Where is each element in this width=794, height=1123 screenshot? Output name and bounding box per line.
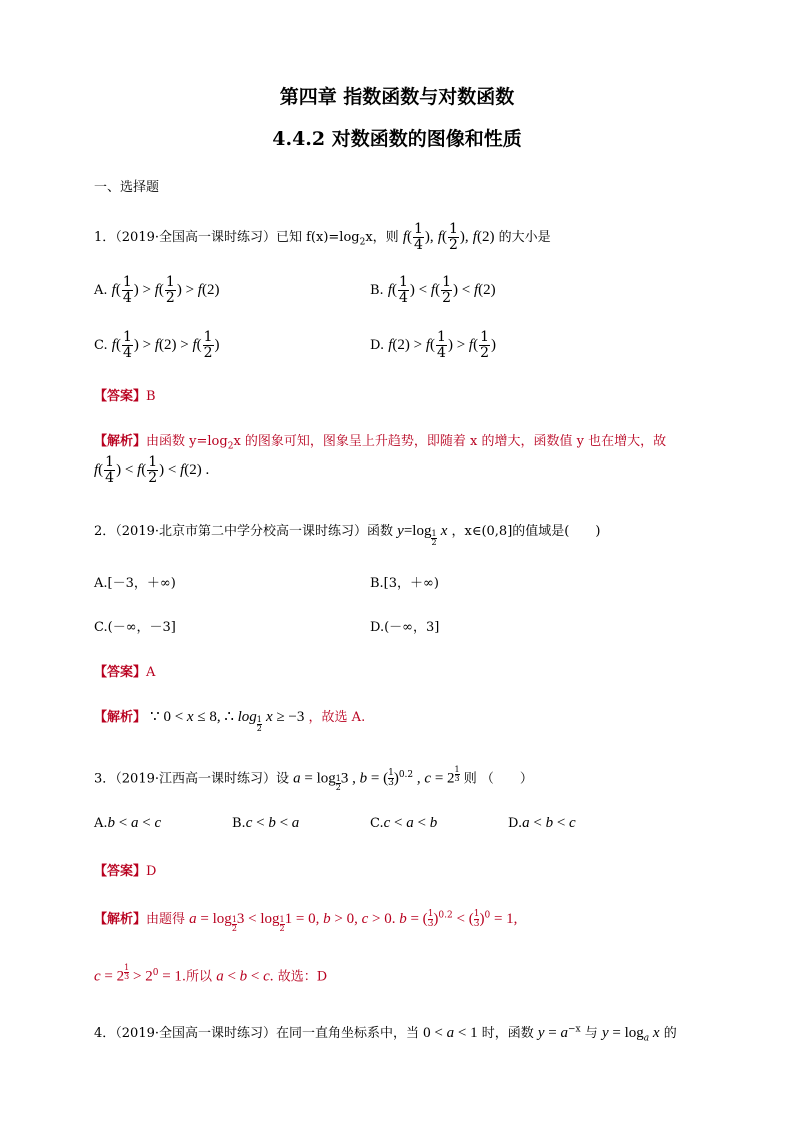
- q2-option-a: A.[－3，＋∞): [94, 576, 176, 591]
- q3-analysis-line2: c = 2 $^{\frac{1}{3}} > 2^0 = 1$.所以 a < b < c. 故选：D: [94, 963, 328, 985]
- q1-option-b: B. f( $\frac{1}{4}$ ) < f( $\frac{1}{2}$ ) < f(2): [370, 274, 496, 306]
- q1-option-a: A. f( $\frac{1}{4}$ ) > f( $\frac{1}{2}$ ) > f(2): [94, 274, 220, 306]
- q3-option-b: B.c < b < a: [232, 815, 300, 831]
- q1-option-d: D. f(2) > f( $\frac{1}{4}$ ) > f( $\frac{1}{2}$ ): [370, 329, 497, 361]
- chapter-title: 第四章 指数函数与对数函数: [279, 86, 515, 108]
- q3-stem: 3．（2019·江西高一课时练习）设 a = log $_{\frac{1}{2}}$3 , b = ( $\frac{1}{3})^{0.2}$ , c = 2 $^{\frac{1}{3}}$ 则 （ ）: [94, 765, 533, 792]
- q1-stem: 1．（2019·全国高一课时练习）已知 $f(x)=\log_2x$，则 f( $\frac{1}{4}$ ), f( $\frac{1}{2}$ ), f(2) 的大小是: [94, 221, 551, 253]
- q2-answer: 【答案】A: [94, 665, 156, 680]
- q3-option-c: C.c < a < b: [370, 815, 438, 831]
- q2-analysis: 【解析】 ∵ 0 < x ≤ 8, ∴ log $\frac{1}{2}$ x ≥ −3 ，故选 A.: [94, 709, 366, 733]
- q1-option-c: C. f( $\frac{1}{4}$ ) > f(2) > f( $\frac{1}{2}$ ): [94, 329, 220, 361]
- q2-option-d: D.(－∞，3]: [370, 620, 440, 635]
- q2-stem: 2．（2019·北京市第二中学分校高一课时练习）函数 y=log $\frac{1}{2}$ x ，x∈(0,8]的值域是( ): [94, 523, 601, 547]
- q3-option-d: D.a < b < c: [508, 815, 576, 831]
- q2-option-b: B.[3，＋∞): [370, 576, 439, 591]
- section-label: 一、选择题: [94, 180, 160, 195]
- q2-option-c: C.(－∞，－3]: [94, 620, 176, 635]
- q4-stem: 4．（2019·全国高一课时练习）在同一直角坐标系中，当 0 < a < 1 时，函数 $y = a^{-x}$ 与 $y = \log_a x$ 的: [94, 1024, 677, 1044]
- section-title: 4.4.2 对数函数的图像和性质: [272, 128, 522, 150]
- q1-analysis-formula: f( $\frac{1}{4}$ ) < f( $\frac{1}{2}$ ) < f(2) .: [94, 454, 210, 486]
- q1-analysis: 【解析】由函数 $y=\log_2x$ 的图象可知，图象呈上升趋势，即随着 x 的增大，函数值 y 也在增大，故: [94, 434, 667, 452]
- q3-answer: 【答案】D: [94, 864, 157, 879]
- q3-analysis: 【解析】由题得 a = log $_{\frac{1}{2}}$3 < log $_{\frac{1}{2}}$1 = 0, b > 0, c > 0. b = ( $\frac{1}{3})^{0.2}$ < ( $\frac{1}{3})^0 = 1$,: [94, 909, 518, 933]
- q1-answer: 【答案】B: [94, 389, 156, 404]
- q3-option-a: A.b < a < c: [94, 815, 162, 831]
